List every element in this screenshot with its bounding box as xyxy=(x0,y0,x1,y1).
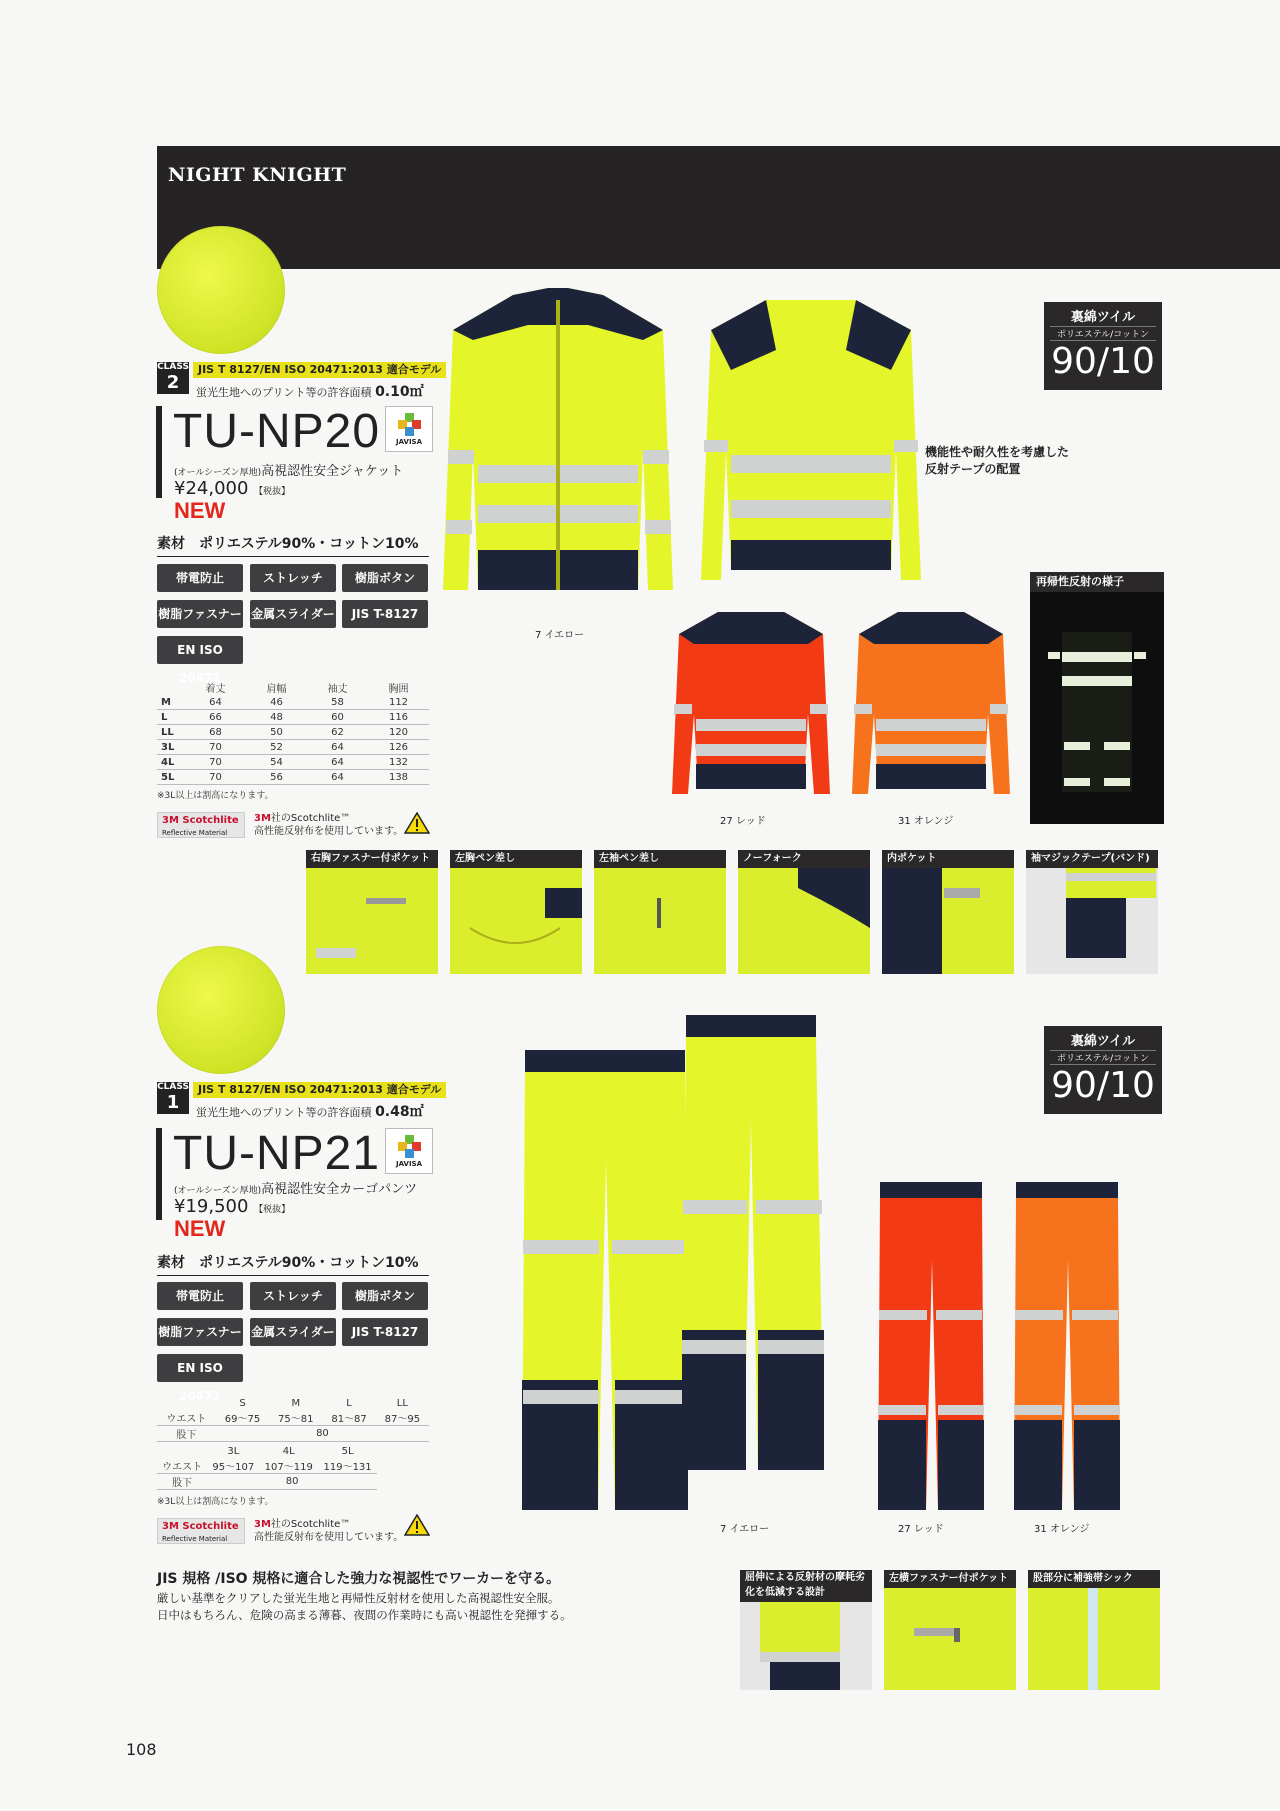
page-number: 108 xyxy=(126,1740,157,1759)
jacket-orange-image xyxy=(848,604,1014,802)
scotchlite-logo-pants: 3M Scotchlite Reflective Material xyxy=(157,1518,245,1544)
size-table-pants-2: 3L 4L 5L ウエスト 95〜107 107〜119 119〜131 股下 80 xyxy=(157,1444,377,1490)
table-row: 3L 70 52 64 126 xyxy=(157,740,429,755)
table-row: LL 68 50 62 120 xyxy=(157,725,429,740)
jacket-back-image xyxy=(696,290,926,590)
warning-icon xyxy=(404,812,430,834)
material-jacket: 素材 ポリエステル90%・コットン10% xyxy=(157,533,429,557)
color-label-orange-jacket: 31 オレンジ xyxy=(898,816,954,827)
warning-icon xyxy=(404,1514,430,1536)
detail-right-chest-pocket: 右胸ファスナー付ポケット xyxy=(306,850,438,974)
model-number-jacket: TU-NP20 xyxy=(173,405,381,458)
chip-jis-jacket: JIS T-8127 xyxy=(342,600,428,628)
table-row: 股下 80 xyxy=(157,1426,429,1442)
pants-red-image xyxy=(876,1180,986,1515)
subtitle-pants: (オールシーズン厚地)高視認性安全カーゴパンツ xyxy=(174,1182,418,1197)
reflection-photo: 再帰性反射の様子 xyxy=(1030,572,1164,824)
fabric-box-jacket: 裏綿ツイル ポリエステル/コットン 90/10 xyxy=(1044,302,1162,390)
color-label-orange-pants: 31 オレンジ xyxy=(1034,1524,1090,1535)
pants-front-image xyxy=(520,1040,690,1520)
size-note-pants: ※3L以上は割高になります。 xyxy=(157,1497,274,1507)
new-badge-jacket: NEW xyxy=(174,498,226,523)
fabric-swatch-jacket xyxy=(157,226,285,354)
chip-antistatic-jacket: 帯電防止 xyxy=(157,564,243,592)
color-label-red-pants: 27 レッド xyxy=(898,1524,944,1535)
detail-norfolk: ノーフォーク xyxy=(738,850,870,974)
print-note-jacket: 蛍光生地へのプリント等の許容面積 0.10㎡ xyxy=(196,384,424,400)
color-label-yellow-pants: 7 イエロー xyxy=(720,1524,770,1535)
chip-metal-slider-jacket: 金属スライダー xyxy=(250,600,336,628)
subtitle-jacket: (オールシーズン厚地)高視認性安全ジャケット xyxy=(174,464,404,479)
chip-jis-pants: JIS T-8127 xyxy=(342,1318,428,1346)
chip-resin-button-pants: 樹脂ボタン xyxy=(342,1282,428,1310)
class-badge-jacket: CLASS 2 xyxy=(157,362,189,393)
pants-orange-image xyxy=(1012,1180,1122,1515)
pants-back-image xyxy=(676,1010,826,1480)
javisa-logo-pants: JAVISA xyxy=(385,1128,433,1174)
color-label-yellow-jacket: 7 イエロー xyxy=(535,630,585,641)
detail-left-chest-pen: 左胸ペン差し xyxy=(450,850,582,974)
size-table-pants-1: S M L LL ウエスト 69〜75 75〜81 81〜87 87〜95 股下 80 xyxy=(157,1396,429,1442)
print-note-pants: 蛍光生地へのプリント等の許容面積 0.48㎡ xyxy=(196,1104,424,1120)
size-note-jacket: ※3L以上は割高になります。 xyxy=(157,791,274,801)
chip-en-iso-pants: EN ISO 20471 xyxy=(157,1354,243,1382)
detail-crotch-reinforcement: 股部分に補強帯シック xyxy=(1028,1570,1160,1690)
size-table-jacket: 着丈 肩幅 袖丈 胸囲 M 64 46 58 112 L 66 48 60 116 LL 68 50 62 120 3L 70 52 64 126 4L 70 54 64 132 5L 70 56 64 138 xyxy=(157,680,429,785)
chip-resin-zipper-jacket: 樹脂ファスナー xyxy=(157,600,243,628)
table-row: M 64 46 58 112 xyxy=(157,695,429,710)
chip-en-iso-jacket: EN ISO 20471 xyxy=(157,636,243,664)
scotchlite-text-pants: 3M社のScotchlite™ 高性能反射布を使用しています。 xyxy=(254,1519,404,1543)
model-bar-pants xyxy=(156,1128,162,1220)
color-label-red-jacket: 27 レッド xyxy=(720,816,766,827)
fabric-swatch-pants xyxy=(157,946,285,1074)
detail-left-side-zip-pocket: 左横ファスナー付ポケット xyxy=(884,1570,1016,1690)
cert-band-jacket: JIS T 8127/EN ISO 20471:2013 適合モデル xyxy=(193,362,446,378)
detail-left-sleeve-pen: 左袖ペン差し xyxy=(594,850,726,974)
class-badge-pants: CLASS 1 xyxy=(157,1082,189,1113)
fabric-box-pants: 裏綿ツイル ポリエステル/コットン 90/10 xyxy=(1044,1026,1162,1114)
table-row: ウエスト 69〜75 75〜81 81〜87 87〜95 xyxy=(157,1410,429,1426)
chip-metal-slider-pants: 金属スライダー xyxy=(250,1318,336,1346)
jacket-red-image xyxy=(668,604,834,802)
model-number-pants: TU-NP21 xyxy=(173,1127,381,1180)
table-row: 4L 70 54 64 132 xyxy=(157,755,429,770)
detail-inner-pocket: 内ポケット xyxy=(882,850,1014,974)
chip-resin-zipper-pants: 樹脂ファスナー xyxy=(157,1318,243,1346)
chip-resin-button-jacket: 樹脂ボタン xyxy=(342,564,428,592)
model-bar-jacket xyxy=(156,406,162,498)
brand-logo: NIGHT KNIGHT xyxy=(168,164,347,186)
price-pants: ¥19,500 【税抜】 xyxy=(174,1196,291,1217)
detail-knee-design: 屈伸による反射材の摩耗劣化を低減する設計 xyxy=(740,1570,872,1690)
price-jacket: ¥24,000 【税抜】 xyxy=(174,478,291,499)
scotchlite-logo-jacket: 3M Scotchlite Reflective Material xyxy=(157,812,245,838)
bottom-body: 厳しい基準をクリアした蛍光生地と再帰性反射材を使用した高視認性安全服。 日中はもちろん、危険の高まる薄暮、夜間の作業時にも高い視認性を発揮する。 xyxy=(157,1591,572,1622)
table-row: ウエスト 95〜107 107〜119 119〜131 xyxy=(157,1458,377,1474)
scotchlite-text-jacket: 3M社のScotchlite™ 高性能反射布を使用しています。 xyxy=(254,813,404,837)
bottom-headline: JIS 規格 /ISO 規格に適合した強力な視認性でワーカーを守る。 xyxy=(157,1571,561,1587)
detail-sleeve-velcro: 袖マジックテープ(バンド) xyxy=(1026,850,1158,974)
jacket-front-image xyxy=(438,280,678,610)
chip-antistatic-pants: 帯電防止 xyxy=(157,1282,243,1310)
feature-text-jacket: 機能性や耐久性を考慮した 反射テープの配置 xyxy=(925,445,1070,476)
javisa-logo-jacket: JAVISA xyxy=(385,406,433,452)
table-row: 股下 80 xyxy=(157,1474,377,1490)
table-row: L 66 48 60 116 xyxy=(157,710,429,725)
new-badge-pants: NEW xyxy=(174,1216,226,1241)
cert-band-pants: JIS T 8127/EN ISO 20471:2013 適合モデル xyxy=(193,1082,446,1098)
material-pants: 素材 ポリエステル90%・コットン10% xyxy=(157,1252,429,1276)
chip-stretch-jacket: ストレッチ xyxy=(250,564,336,592)
table-row: 5L 70 56 64 138 xyxy=(157,770,429,785)
chip-stretch-pants: ストレッチ xyxy=(250,1282,336,1310)
